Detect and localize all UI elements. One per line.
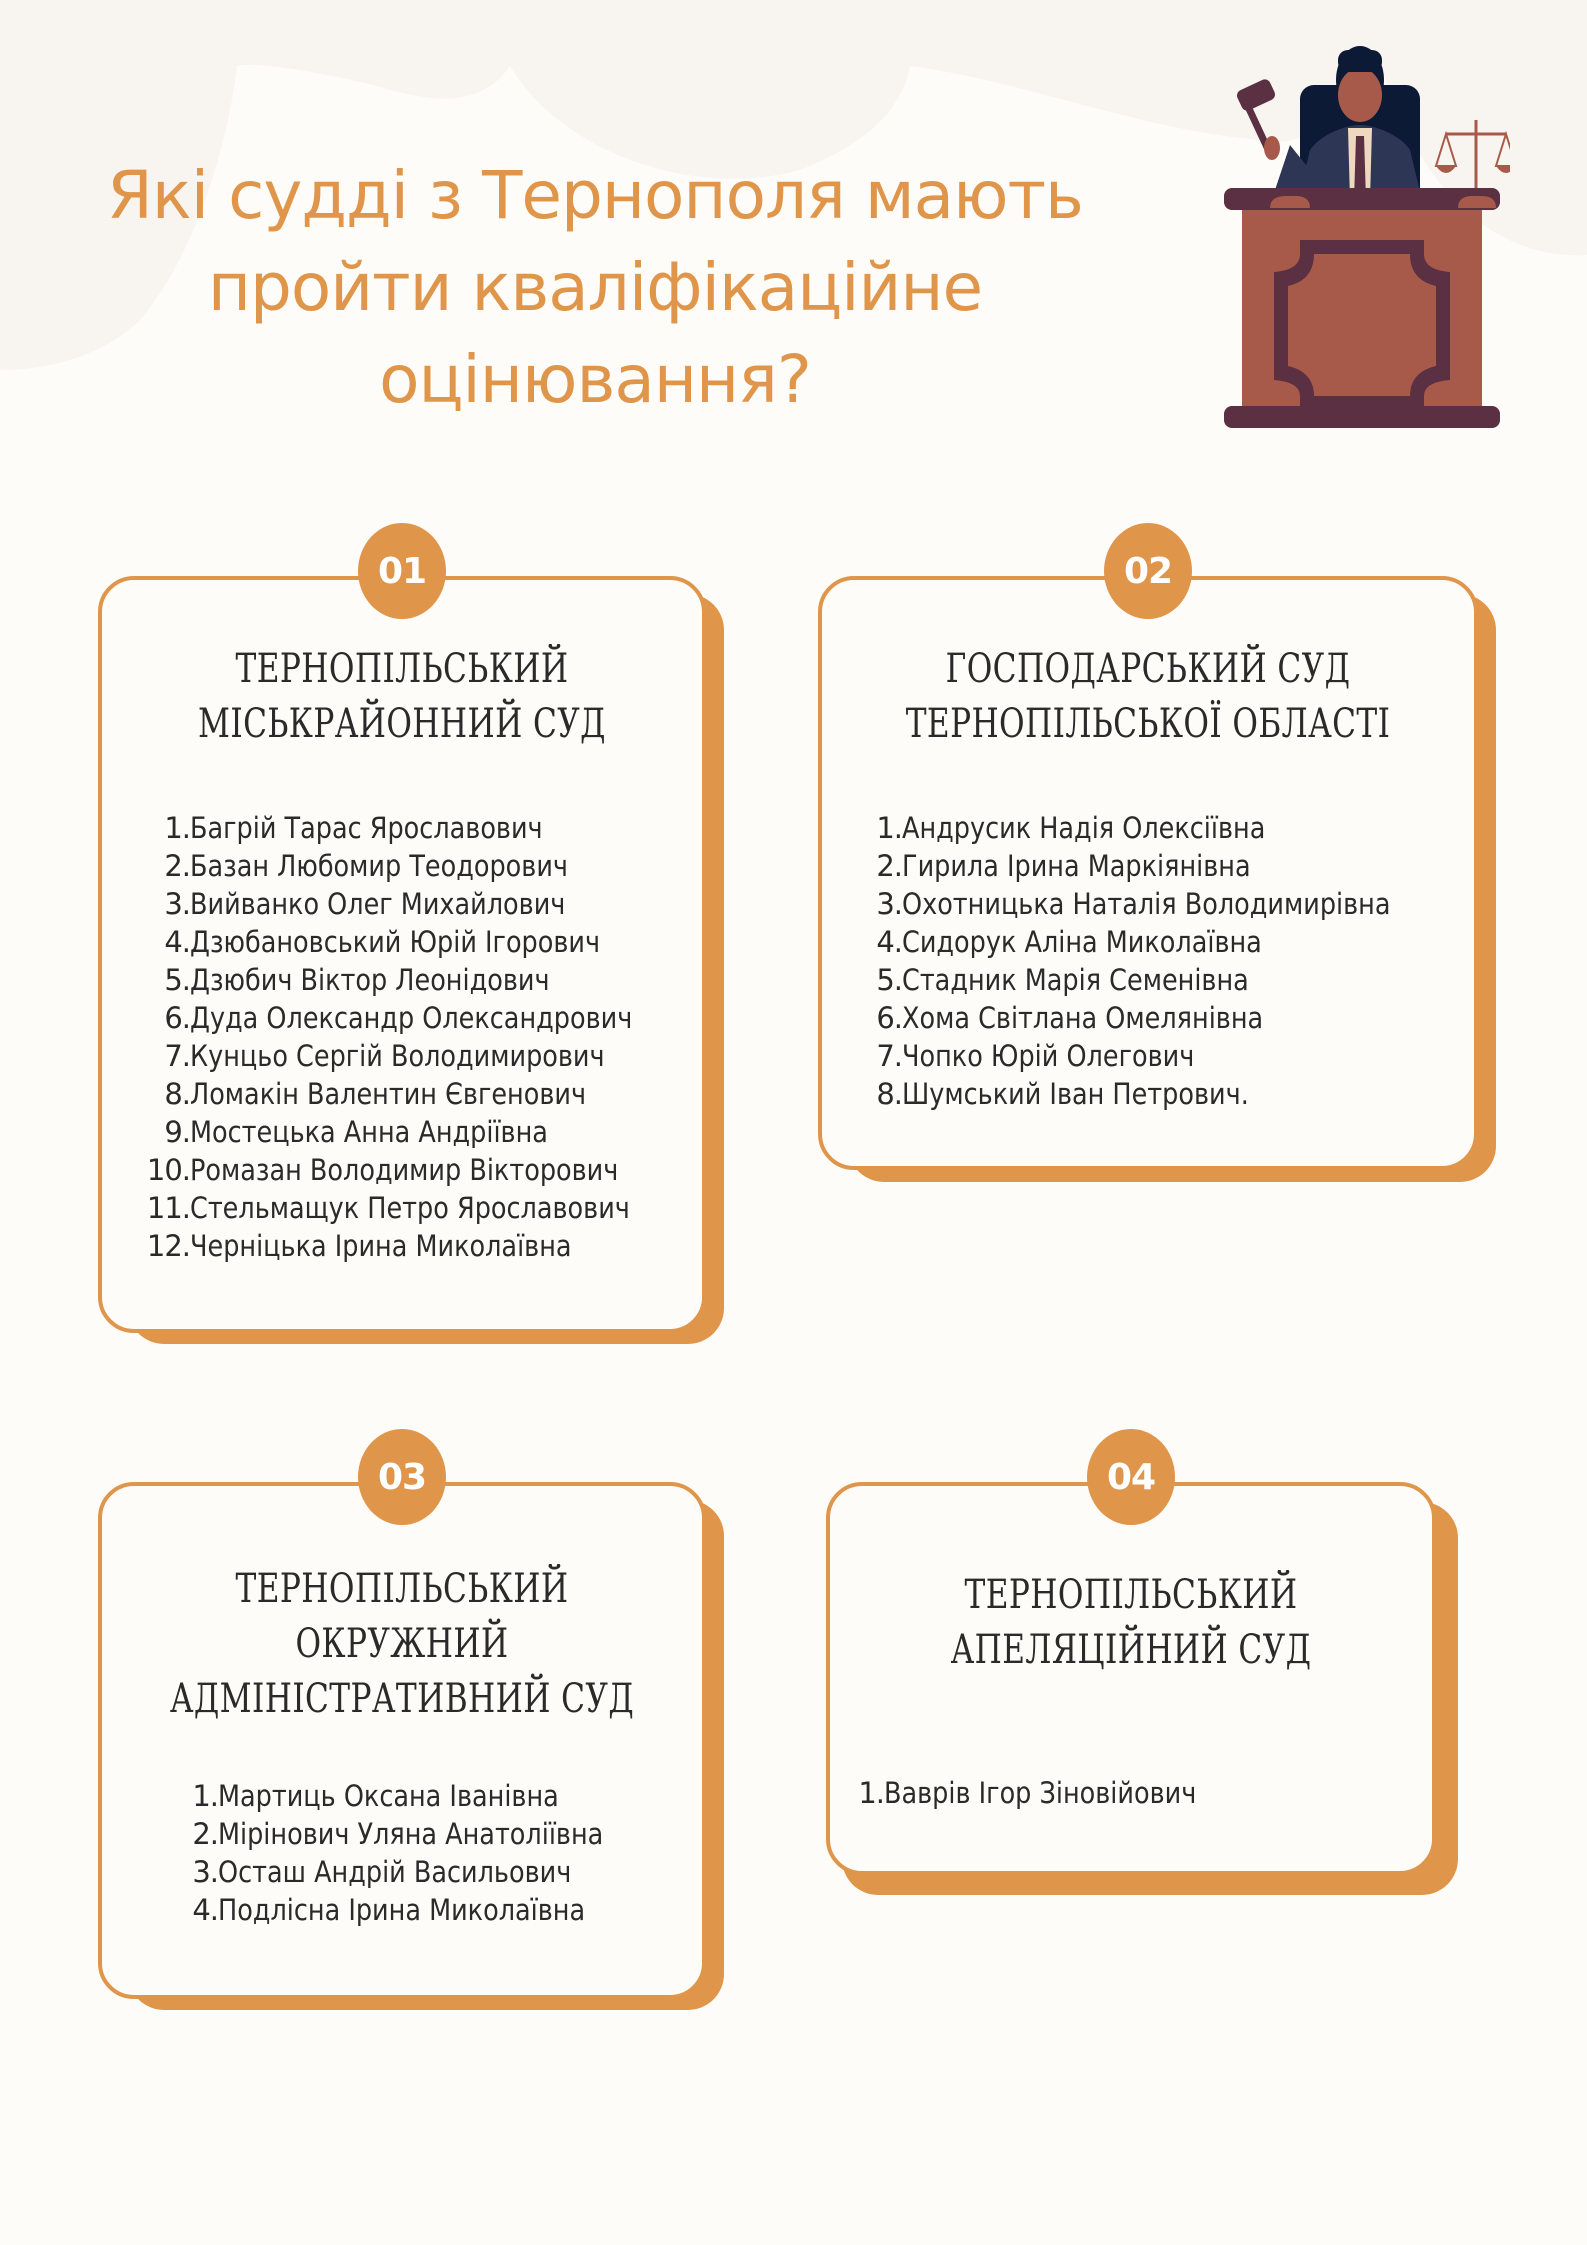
court-name-line: ТЕРНОПІЛЬСЬКИЙ [964,1572,1298,1618]
title-line-2: пройти кваліфікаційне [207,249,983,326]
court-name [893,1568,1369,1678]
list-item: 2. Мірінович Уляна Анатоліївна [192,1817,604,1851]
list-item: 3. Охотницька Наталія Володимирівна [876,887,1391,921]
judges-list [836,809,1457,1113]
judge-at-bench-icon [1210,40,1510,460]
card-frame [826,1482,1436,1875]
list-item: 6. Хома Світлана Омелянівна [876,1001,1264,1035]
list-item: 12. Черніцька Ірина Миколаївна [146,1229,572,1263]
court-card-2 [818,550,1478,1170]
court-card-3 [98,1456,706,1999]
list-item: 10. Ромазан Володимир Вікторович [146,1153,619,1187]
court-number-badge: 03 [358,1429,446,1525]
court-name [165,1562,639,1727]
list-item: 8. Шумський Іван Петрович. [876,1077,1249,1111]
list-item: 5. Дзюбич Віктор Леонідович [164,963,550,997]
judges-list [152,1777,656,1929]
list-item: 1. Мартиць Оксана Іванівна [192,1779,559,1813]
court-number-badge: 02 [1104,523,1192,619]
list-item: 7. Кунцьо Сергій Володимирович [164,1039,605,1073]
court-name-line: ТЕРНОПІЛЬСЬКОЇ ОБЛАСТІ [905,701,1391,747]
court-name-line: АДМІНІСТРАТИВНИЙ СУД [169,1676,635,1722]
page-title [60,150,1130,426]
court-name [891,642,1406,752]
list-item: 2. Базан Любомир Теодорович [164,849,569,883]
list-item: 8. Ломакін Валентин Євгенович [164,1077,587,1111]
list-item: 3. Вийванко Олег Михайлович [164,887,566,921]
court-name-line: МІСЬКРАЙОННИЙ СУД [198,701,606,747]
list-item: 3. Осташ Андрій Васильович [192,1855,572,1889]
judges-list [124,809,693,1265]
list-item: 6. Дуда Олександр Олександрович [164,1001,633,1035]
list-item: 1. Андрусик Надія Олексіївна [876,811,1266,845]
court-name-line: ГОСПОДАРСЬКИЙ СУД [945,646,1351,692]
court-name-line: АПЕЛЯЦІЙНИЙ СУД [950,1627,1312,1673]
list-item: 1. Багрій Тарас Ярославович [164,811,543,845]
list-item: 2. Гирила Ірина Маркіянівна [876,849,1251,883]
court-name [165,642,639,752]
list-item: 7. Чопко Юрій Олегович [876,1039,1195,1073]
court-number-badge: 04 [1087,1429,1175,1525]
court-card-1 [98,550,706,1333]
list-item: 5. Стадник Марія Семенівна [876,963,1249,997]
list-item: 9. Мостецька Анна Андріївна [164,1115,548,1149]
court-number-badge: 01 [358,523,446,619]
list-item: 1. Ваврів Ігор Зіновійович [858,1776,1197,1810]
title-line-1: Які судді з Тернополя мають [107,157,1083,234]
list-item: 4. Подлісна Ірина Миколаївна [192,1893,586,1927]
list-item: 4. Сидорук Аліна Миколаївна [876,925,1262,959]
list-item: 4. Дзюбановський Юрій Ігорович [164,925,601,959]
court-name-line: ТЕРНОПІЛЬСЬКИЙ [235,1566,569,1612]
court-name-line: ОКРУЖНИЙ [295,1621,509,1667]
title-line-3: оцінювання? [379,341,811,418]
judges-list [818,1774,1239,1812]
court-card-4 [826,1456,1436,1875]
court-name-line: ТЕРНОПІЛЬСЬКИЙ [235,646,569,692]
list-item: 11. Стельмащук Петро Ярославович [146,1191,630,1225]
